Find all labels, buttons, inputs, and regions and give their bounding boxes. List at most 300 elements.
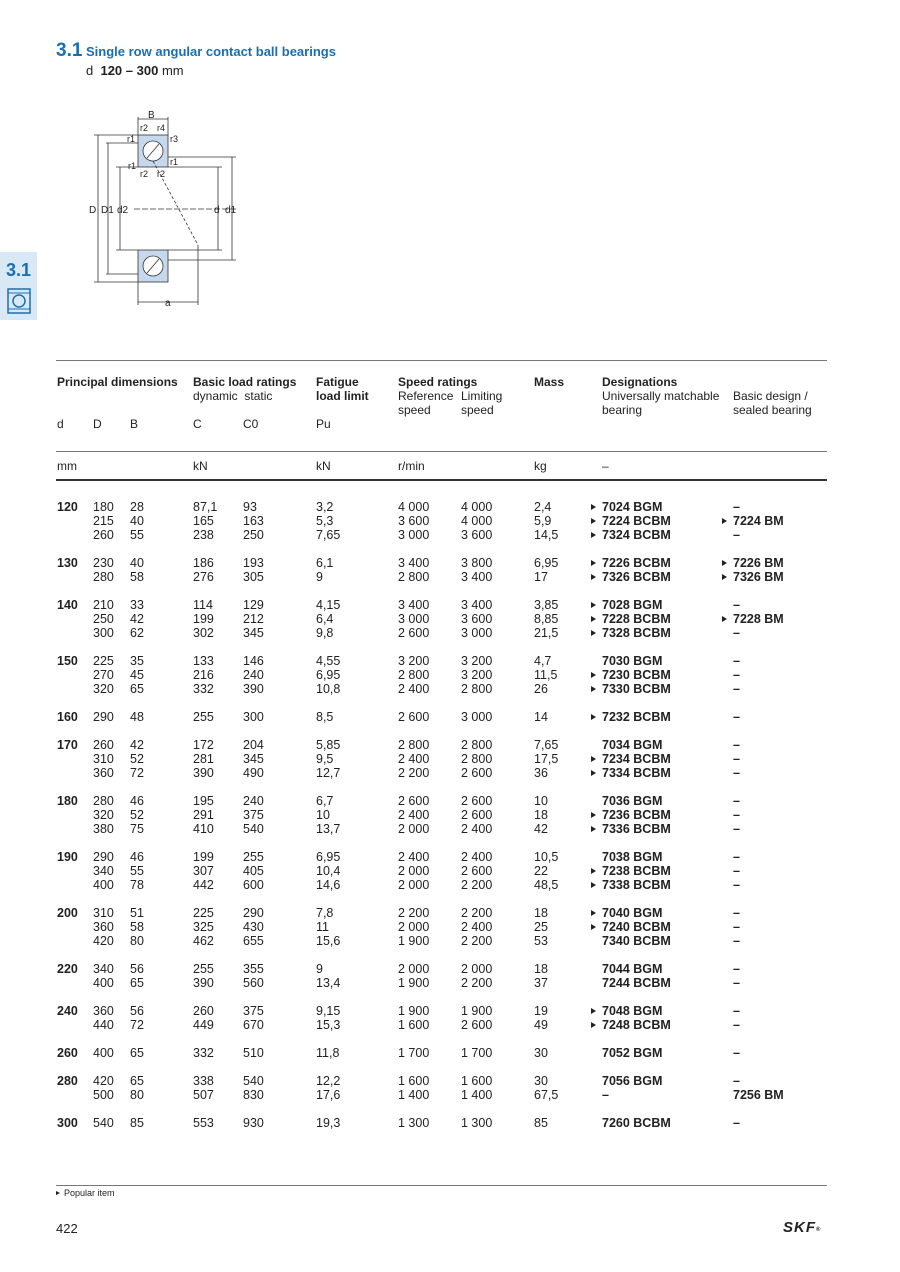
designation-text: – (733, 654, 740, 668)
limiting-speed: 3 600 (461, 612, 493, 626)
designation-basic (722, 654, 740, 668)
bore-diameter: 150 (57, 654, 78, 668)
bore-diameter: 140 (57, 598, 78, 612)
bore-diameter: 260 (57, 1046, 78, 1060)
designation-universal (591, 682, 671, 696)
fatigue-load-limit: 4,15 (316, 598, 341, 612)
reference-speed: 1 700 (398, 1046, 430, 1060)
designation-text: 7038 BGM (602, 850, 663, 864)
outer-diameter: 180 (93, 500, 114, 514)
label-d1: d1 (225, 205, 237, 216)
bore-diameter: 190 (57, 850, 78, 864)
static-load: 510 (243, 1046, 264, 1060)
reference-speed: 2 600 (398, 626, 430, 640)
table-top-rule (56, 360, 827, 361)
designation-universal (591, 738, 662, 752)
mass: 48,5 (534, 878, 559, 892)
dynamic-load: 186 (193, 556, 214, 570)
limiting-speed: 2 800 (461, 738, 493, 752)
limiting-speed: 2 600 (461, 864, 493, 878)
outer-diameter: 340 (93, 962, 114, 976)
col-speed-ref: Reference speed (398, 389, 454, 417)
dynamic-load: 276 (193, 570, 214, 584)
mass: 10,5 (534, 850, 559, 864)
designation-text: 7238 BCBM (602, 864, 671, 878)
designation-universal (591, 878, 671, 892)
static-load: 375 (243, 808, 264, 822)
dynamic-load: 199 (193, 850, 214, 864)
bore-diameter: 220 (57, 962, 78, 976)
dynamic-load: 338 (193, 1074, 214, 1088)
bore-diameter: 200 (57, 906, 78, 920)
limiting-speed: 4 000 (461, 514, 493, 528)
label-r4: r4 (157, 123, 166, 133)
dynamic-load: 238 (193, 528, 214, 542)
designation-text: 7034 BGM (602, 738, 663, 752)
designation-text: 7228 BCBM (602, 612, 671, 626)
static-load: 670 (243, 1018, 264, 1032)
bore-diameter: 240 (57, 1004, 78, 1018)
designation-basic (722, 738, 740, 752)
outer-diameter: 290 (93, 710, 114, 724)
outer-diameter: 225 (93, 654, 114, 668)
col-load: Basic load ratings dynamic static (193, 375, 297, 403)
outer-diameter: 290 (93, 850, 114, 864)
limiting-speed: 2 200 (461, 878, 493, 892)
fatigue-load-limit: 6,1 (316, 556, 334, 570)
unit-mm: mm (57, 459, 77, 473)
limiting-speed: 3 400 (461, 598, 493, 612)
popular-marker-icon (591, 602, 596, 608)
label-r1-left: r1 (128, 161, 137, 171)
unit-kg: kg (534, 459, 547, 473)
designation-text: – (733, 1018, 740, 1032)
static-load: 93 (243, 500, 257, 514)
static-load: 830 (243, 1088, 264, 1102)
designation-universal (591, 962, 662, 976)
designation-text: – (733, 962, 740, 976)
width: 80 (130, 934, 144, 948)
width: 51 (130, 906, 144, 920)
fatigue-load-limit: 9,15 (316, 1004, 341, 1018)
designation-universal (591, 598, 662, 612)
col-desig-basic: Basic design / sealed bearing (733, 389, 812, 417)
designation-basic (722, 794, 740, 808)
mass: 18 (534, 906, 548, 920)
designation-text: 7234 BCBM (602, 752, 671, 766)
mass: 18 (534, 808, 548, 822)
label-r2-right: r2 (157, 169, 166, 179)
designation-text: 7336 BCBM (602, 822, 671, 836)
dynamic-load: 255 (193, 962, 214, 976)
designation-text: 7324 BCBM (602, 528, 671, 542)
reference-speed: 2 800 (398, 570, 430, 584)
limiting-speed: 2 000 (461, 962, 493, 976)
designation-universal (591, 794, 662, 808)
designation-universal (591, 528, 671, 542)
static-load: 560 (243, 976, 264, 990)
sym-D: D (93, 417, 102, 431)
designation-text: – (733, 1074, 740, 1088)
width: 28 (130, 500, 144, 514)
designation-text: 7056 BGM (602, 1074, 663, 1088)
designation-universal (591, 1018, 671, 1032)
width: 80 (130, 1088, 144, 1102)
unit-kN-fatigue: kN (316, 459, 331, 473)
designation-text: 7030 BGM (602, 654, 663, 668)
limiting-speed: 3 200 (461, 668, 493, 682)
static-load: 146 (243, 654, 264, 668)
width: 65 (130, 1046, 144, 1060)
mass: 10 (534, 794, 548, 808)
popular-marker-icon (591, 756, 596, 762)
reference-speed: 1 600 (398, 1018, 430, 1032)
popular-marker-icon (591, 910, 596, 916)
fatigue-load-limit: 11 (316, 920, 329, 934)
page-number: 422 (56, 1221, 78, 1236)
label-r1-right: r1 (170, 157, 179, 167)
designation-text: – (733, 878, 740, 892)
designation-text: – (733, 794, 740, 808)
designation-basic (722, 864, 740, 878)
mass: 6,95 (534, 556, 559, 570)
dynamic-load: 390 (193, 976, 214, 990)
dynamic-load: 307 (193, 864, 214, 878)
static-load: 290 (243, 906, 264, 920)
fatigue-load-limit: 15,6 (316, 934, 341, 948)
dynamic-load: 507 (193, 1088, 214, 1102)
subtitle-unit: mm (161, 63, 184, 78)
designation-text: – (733, 766, 740, 780)
dynamic-load: 172 (193, 738, 214, 752)
mass: 11,5 (534, 668, 558, 682)
designation-universal (591, 710, 671, 724)
designation-text: 7052 BGM (602, 1046, 663, 1060)
outer-diameter: 340 (93, 864, 114, 878)
static-load: 250 (243, 528, 264, 542)
popular-marker-icon (591, 924, 596, 930)
reference-speed: 2 200 (398, 766, 430, 780)
reference-speed: 3 400 (398, 556, 430, 570)
col-mass: Mass (534, 375, 565, 389)
designation-basic (722, 920, 740, 934)
static-load: 204 (243, 738, 264, 752)
label-D: D (89, 205, 97, 216)
width: 46 (130, 850, 144, 864)
designation-text: 7248 BCBM (602, 1018, 671, 1032)
width: 55 (130, 864, 144, 878)
designation-text: 7328 BCBM (602, 626, 671, 640)
reference-speed: 3 400 (398, 598, 430, 612)
designation-universal (591, 920, 671, 934)
fatigue-load-limit: 3,2 (316, 500, 334, 514)
bore-diameter: 180 (57, 794, 78, 808)
designation-text: – (733, 710, 740, 724)
fatigue-load-limit: 11,8 (316, 1046, 340, 1060)
designation-basic (722, 528, 740, 542)
limiting-speed: 3 600 (461, 528, 493, 542)
outer-diameter: 360 (93, 1004, 114, 1018)
designation-text: 7260 BCBM (602, 1116, 671, 1130)
bore-diameter: 300 (57, 1116, 78, 1130)
limiting-speed: 2 400 (461, 920, 493, 934)
static-load: 405 (243, 864, 264, 878)
popular-marker-icon (591, 714, 596, 720)
designation-text: 7224 BM (733, 514, 784, 528)
outer-diameter: 420 (93, 934, 114, 948)
fatigue-load-limit: 5,85 (316, 738, 341, 752)
designation-text: – (733, 1046, 740, 1060)
label-B: B (148, 110, 155, 121)
col-speed: Speed ratings (398, 375, 478, 389)
designation-text: 7228 BM (733, 612, 784, 626)
popular-marker-icon (591, 770, 596, 776)
width: 65 (130, 976, 144, 990)
outer-diameter: 440 (93, 1018, 114, 1032)
designation-basic (722, 556, 784, 570)
designation-text: – (733, 1004, 740, 1018)
designation-universal (591, 752, 671, 766)
brand-logo: SKF® (783, 1219, 822, 1236)
outer-diameter: 215 (93, 514, 114, 528)
mass: 22 (534, 864, 548, 878)
fatigue-load-limit: 12,2 (316, 1074, 341, 1088)
subtitle-range: 120 – 300 (100, 63, 159, 78)
fatigue-load-limit: 12,7 (316, 766, 341, 780)
outer-diameter: 260 (93, 528, 114, 542)
mass: 7,65 (534, 738, 559, 752)
popular-marker-icon (591, 812, 596, 818)
static-load: 540 (243, 1074, 264, 1088)
outer-diameter: 300 (93, 626, 114, 640)
designation-universal (591, 766, 671, 780)
outer-diameter: 380 (93, 822, 114, 836)
reference-speed: 4 000 (398, 500, 430, 514)
designation-text: – (733, 598, 740, 612)
fatigue-load-limit: 7,65 (316, 528, 341, 542)
designation-basic (722, 682, 740, 696)
label-a: a (165, 298, 171, 309)
limiting-speed: 2 800 (461, 682, 493, 696)
dynamic-load: 302 (193, 626, 214, 640)
designation-text: – (733, 500, 740, 514)
fatigue-load-limit: 14,6 (316, 878, 341, 892)
reference-speed: 2 000 (398, 822, 430, 836)
dynamic-load: 390 (193, 766, 214, 780)
designation-universal (591, 514, 671, 528)
bore-diameter: 170 (57, 738, 78, 752)
sym-B: B (130, 417, 139, 431)
reference-speed: 2 000 (398, 962, 430, 976)
designation-text: 7232 BCBM (602, 710, 671, 724)
static-load: 255 (243, 850, 264, 864)
reference-speed: 1 900 (398, 1004, 430, 1018)
designation-text: 7244 BCBM (602, 976, 671, 990)
static-load: 212 (243, 612, 264, 626)
fatigue-load-limit: 8,5 (316, 710, 334, 724)
dynamic-load: 325 (193, 920, 214, 934)
designation-text: – (733, 626, 740, 640)
designation-basic (722, 822, 740, 836)
dynamic-load: 225 (193, 906, 214, 920)
fatigue-load-limit: 17,6 (316, 1088, 341, 1102)
popular-marker-icon (722, 616, 727, 622)
designation-basic (722, 1074, 740, 1088)
outer-diameter: 540 (93, 1116, 114, 1130)
col-desig: Designations Universally matchable bearing (602, 375, 720, 417)
bore-diameter: 280 (57, 1074, 78, 1088)
designation-basic (722, 962, 740, 976)
mass: 26 (534, 682, 548, 696)
outer-diameter: 230 (93, 556, 114, 570)
popular-marker-icon (722, 574, 727, 580)
static-load: 430 (243, 920, 264, 934)
popular-marker-icon (591, 560, 596, 566)
static-load: 345 (243, 752, 264, 766)
designation-basic (722, 850, 740, 864)
designation-basic (722, 1046, 740, 1060)
width: 65 (130, 1074, 144, 1088)
designation-text: 7024 BGM (602, 500, 663, 514)
limiting-speed: 2 400 (461, 822, 493, 836)
label-r2-top: r2 (140, 123, 149, 133)
static-load: 390 (243, 682, 264, 696)
designation-basic (722, 1004, 740, 1018)
dynamic-load: 462 (193, 934, 214, 948)
designation-text: 7236 BCBM (602, 808, 671, 822)
outer-diameter: 400 (93, 878, 114, 892)
designation-text: 7326 BM (733, 570, 784, 584)
mass: 5,9 (534, 514, 552, 528)
fatigue-load-limit: 4,55 (316, 654, 341, 668)
dynamic-load: 553 (193, 1116, 214, 1130)
popular-marker-icon (591, 574, 596, 580)
mass: 8,85 (534, 612, 559, 626)
designation-text: – (733, 1116, 740, 1130)
fatigue-load-limit: 6,7 (316, 794, 334, 808)
width: 78 (130, 878, 144, 892)
popular-marker-icon (591, 826, 596, 832)
designation-text: – (602, 1088, 609, 1102)
mass: 49 (534, 1018, 548, 1032)
designation-universal (591, 570, 671, 584)
width: 56 (130, 1004, 144, 1018)
bore-diameter: 130 (57, 556, 78, 570)
limiting-speed: 3 800 (461, 556, 493, 570)
width: 65 (130, 682, 144, 696)
designation-universal (591, 668, 671, 682)
outer-diameter: 420 (93, 1074, 114, 1088)
designation-basic (722, 598, 740, 612)
reference-speed: 2 800 (398, 668, 430, 682)
popular-marker-icon (591, 630, 596, 636)
mass: 14 (534, 710, 548, 724)
outer-diameter: 250 (93, 612, 114, 626)
mass: 14,5 (534, 528, 559, 542)
reference-speed: 3 000 (398, 612, 430, 626)
mass: 25 (534, 920, 548, 934)
designation-text: 7226 BCBM (602, 556, 671, 570)
static-load: 355 (243, 962, 264, 976)
mass: 53 (534, 934, 548, 948)
designation-basic (722, 570, 784, 584)
outer-diameter: 310 (93, 752, 114, 766)
width: 58 (130, 920, 144, 934)
width: 72 (130, 1018, 144, 1032)
dynamic-load: 199 (193, 612, 214, 626)
bore-diameter: 120 (57, 500, 78, 514)
limiting-speed: 2 800 (461, 752, 493, 766)
width: 55 (130, 528, 144, 542)
designation-text: – (733, 976, 740, 990)
width: 56 (130, 962, 144, 976)
limiting-speed: 1 300 (461, 1116, 493, 1130)
static-load: 240 (243, 794, 264, 808)
reference-speed: 2 400 (398, 808, 430, 822)
bearing-diagram (86, 105, 246, 315)
limiting-speed: 3 400 (461, 570, 493, 584)
subtitle-prefix: d (86, 63, 94, 78)
designation-universal (591, 906, 662, 920)
static-load: 240 (243, 668, 264, 682)
mass: 67,5 (534, 1088, 559, 1102)
popular-marker-icon (591, 686, 596, 692)
fatigue-load-limit: 10,4 (316, 864, 341, 878)
popular-marker-icon (591, 504, 596, 510)
limiting-speed: 1 400 (461, 1088, 493, 1102)
reference-speed: 2 000 (398, 878, 430, 892)
fatigue-load-limit: 15,3 (316, 1018, 341, 1032)
static-load: 300 (243, 710, 264, 724)
outer-diameter: 310 (93, 906, 114, 920)
designation-universal (591, 1116, 671, 1130)
static-load: 129 (243, 598, 264, 612)
sym-C: C (193, 417, 202, 431)
label-r3: r3 (170, 134, 179, 144)
mass: 18 (534, 962, 548, 976)
designation-basic (722, 612, 784, 626)
designation-basic (722, 906, 740, 920)
mass: 17 (534, 570, 548, 584)
designation-basic (722, 1018, 740, 1032)
mass: 85 (534, 1116, 548, 1130)
reference-speed: 3 000 (398, 528, 430, 542)
units-top-rule (56, 451, 827, 452)
designation-basic (722, 1088, 784, 1102)
side-tab (0, 252, 37, 320)
fatigue-load-limit: 6,4 (316, 612, 334, 626)
designation-text: – (733, 850, 740, 864)
dynamic-load: 133 (193, 654, 214, 668)
fatigue-load-limit: 9 (316, 962, 323, 976)
designation-basic (722, 766, 740, 780)
dynamic-load: 442 (193, 878, 214, 892)
fatigue-load-limit: 6,95 (316, 668, 341, 682)
static-load: 305 (243, 570, 264, 584)
static-load: 600 (243, 878, 264, 892)
reference-speed: 2 400 (398, 752, 430, 766)
reference-speed: 2 400 (398, 682, 430, 696)
static-load: 490 (243, 766, 264, 780)
static-load: 655 (243, 934, 264, 948)
designation-basic (722, 626, 740, 640)
mass: 17,5 (534, 752, 559, 766)
dynamic-load: 332 (193, 1046, 214, 1060)
popular-marker-icon (722, 518, 727, 524)
designation-text: – (733, 920, 740, 934)
designation-universal (591, 822, 671, 836)
unit-kN-load: kN (193, 459, 208, 473)
